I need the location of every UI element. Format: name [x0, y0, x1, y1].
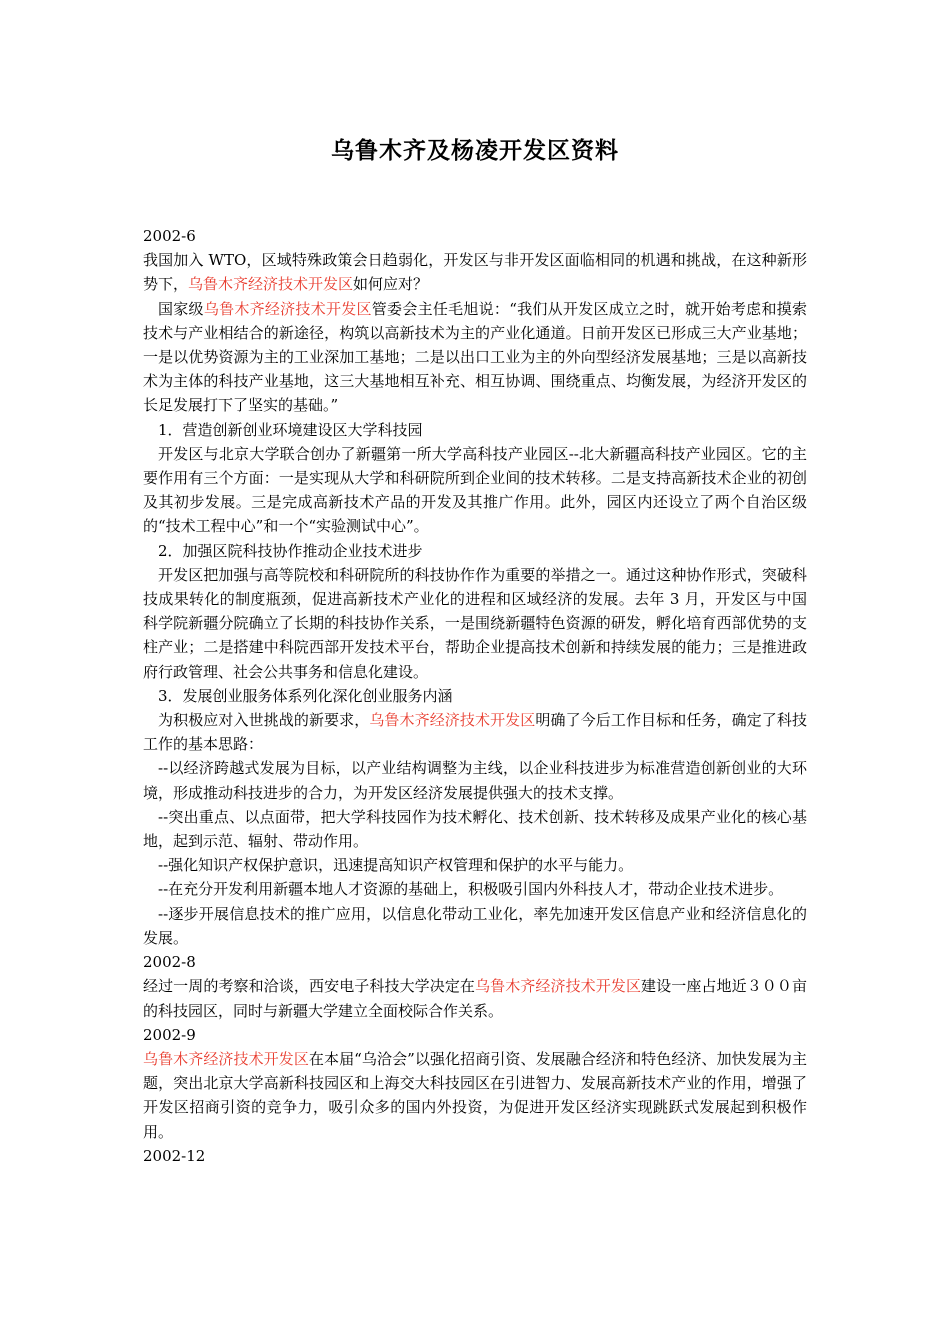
- paragraph: [143, 1047, 807, 1144]
- paragraph: [143, 539, 807, 563]
- section-date: 2002-8: [143, 953, 196, 972]
- text-run: 如何应对？: [353, 275, 429, 294]
- paragraph: [143, 708, 807, 756]
- highlighted-zone-name: 乌鲁木齐经济技术开发区: [203, 299, 372, 318]
- highlighted-zone-name: 乌鲁木齐经济技术开发区: [143, 1049, 309, 1068]
- section-date: 2002-9: [143, 1025, 196, 1044]
- text-run: 1．营造创新创业环境建设区大学科技园: [158, 420, 423, 439]
- paragraph: [143, 853, 807, 877]
- paragraph: [143, 805, 807, 853]
- highlighted-zone-name: 乌鲁木齐经济技术开发区: [475, 977, 642, 996]
- text-run: 在本届“乌洽会”以强化招商引资、发展融合经济和特色经济、加快发展为主题，突出北京大学高新科技园区和上海交大科技园区在引进智力、发展高新技术产业的作用，增强了开发区招商引资的竞争力，吸引众多的国内外投资，为促进开发区经济实现跳跃式发展起到积极作用。: [143, 1049, 807, 1141]
- paragraph: [143, 297, 807, 418]
- paragraph: [143, 563, 807, 684]
- paragraph: [143, 684, 807, 708]
- text-run: 国家级: [158, 299, 204, 318]
- paragraph: [143, 756, 807, 804]
- document-body: [143, 224, 807, 1168]
- paragraph: [143, 974, 807, 1022]
- text-run: 建设一座占地近３００亩的科技园区，同时与新疆大学建立全面校际合作关系。: [143, 977, 807, 1020]
- text-run: --逐步开展信息技术的推广应用，以信息化带动工业化，率先加速开发区信息产业和经济信息化的发展。: [143, 904, 807, 947]
- paragraph: [143, 902, 807, 950]
- text-run: 管委会主任毛旭说：“我们从开发区成立之时，就开始考虑和摸索技术与产业相结合的新途径，构筑以高新技术为主的产业化通道。日前开发区已形成三大产业基地；一是以优势资源为主的工业深加工基地；二是以出口工业为主的外向型经济发展基地；三是以高新技术为主体的科技产业基地，这三大基地相互补充、相互协调、围绕重点、均衡发展，为经济开发区的长足发展打下了坚实的基础。”: [143, 299, 807, 415]
- text-run: 明确了今后工作目标和任务，确定了科技工作的基本思路：: [143, 711, 807, 754]
- paragraph: [143, 248, 807, 296]
- paragraph: [143, 418, 807, 442]
- paragraph: [143, 442, 807, 539]
- text-run: 开发区把加强与高等院校和科研院所的科技协作作为重要的举措之一。通过这种协作形式，突破科技成果转化的制度瓶颈，促进高新技术产业化的进程和区域经济的发展。去年 3 月，开发区与中国科学院新疆分院确立了长期的科技协作关系，一是围绕新疆特色资源的研发，孵化培育西部优势的支柱产业；二是搭建中科院西部开发技术平台，帮助企业提高技术创新和持续发展的能力；三是推进政府行政管理、社会公共事务和信息化建设。: [143, 565, 807, 681]
- highlighted-zone-name: 乌鲁木齐经济技术开发区: [188, 275, 354, 294]
- text-run: --在充分开发利用新疆本地人才资源的基础上，积极吸引国内外科技人才，带动企业技术进步。: [158, 880, 784, 899]
- text-run: 2．加强区院科技协作推动企业技术进步: [158, 541, 423, 560]
- text-run: 经过一周的考察和洽谈，西安电子科技大学决定在: [143, 977, 476, 996]
- paragraph: [143, 877, 807, 901]
- text-run: 开发区与北京大学联合创办了新疆第一所大学高科技产业园区--北大新疆高科技产业园区。它的主要作用有三个方面：一是实现从大学和科研院所到企业间的技术转移。二是支持高新技术企业的初创及其初步发展。三是完成高新技术产品的开发及其推广作用。此外，园区内还设立了两个自治区级的“技术工程中心”和一个“实验测试中心”。: [143, 444, 807, 536]
- section-date: 2002-6: [143, 227, 196, 245]
- highlighted-zone-name: 乌鲁木齐经济技术开发区: [369, 711, 536, 730]
- text-run: 3．发展创业服务体系列化深化创业服务内涵: [158, 686, 453, 705]
- text-run: 为积极应对入世挑战的新要求，: [158, 711, 370, 730]
- document-title: 乌鲁木齐及杨凌开发区资料: [331, 137, 619, 164]
- section-date: 2002-12: [143, 1146, 206, 1165]
- text-run: --强化知识产权保护意识，迅速提高知识产权管理和保护的水平与能力。: [158, 856, 634, 875]
- text-run: --以经济跨越式发展为目标，以产业结构调整为主线，以企业科技进步为标准营造创新创业的大环境，形成推动科技进步的合力，为开发区经济发展提供强大的技术支撑。: [143, 759, 807, 802]
- text-run: 我国加入 WTO，区域特殊政策会日趋弱化，开发区与非开发区面临相同的机遇和挑战，在这种新形势下，: [143, 251, 807, 294]
- text-run: --突出重点、以点面带，把大学科技园作为技术孵化、技术创新、技术转移及成果产业化的核心基地，起到示范、辐射、带动作用。: [143, 807, 807, 851]
